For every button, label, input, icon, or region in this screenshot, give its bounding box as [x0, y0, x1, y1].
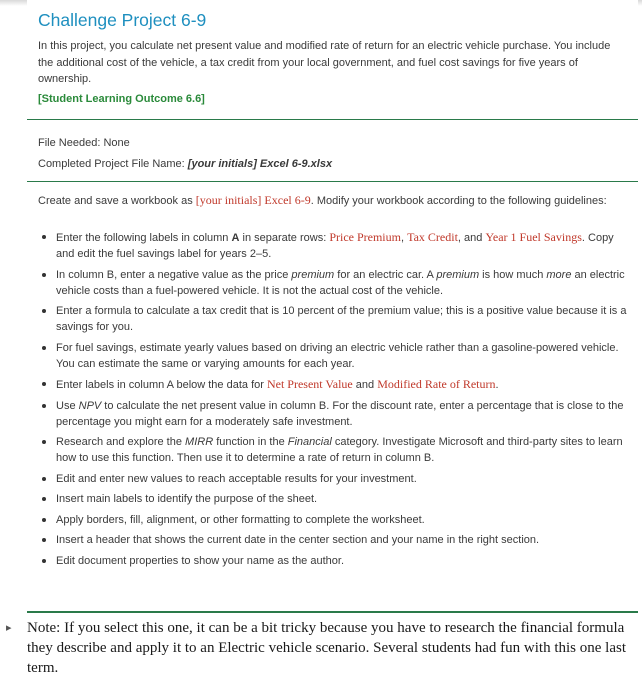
label-tax-credit: Tax Credit: [407, 230, 458, 244]
bullet-icon: [42, 404, 46, 408]
file-needed-value: None: [103, 137, 130, 149]
list-item: [38, 532, 628, 548]
text: Edit document properties to show your name as the author.: [56, 554, 344, 567]
arrow-bullet-icon: ▸: [6, 622, 12, 634]
bullet-icon: [42, 559, 46, 563]
label-modified-rate: Modified Rate of Return: [377, 377, 496, 391]
guidelines-list: [38, 229, 628, 573]
divider-middle: [27, 181, 638, 182]
divider-top: [27, 119, 638, 120]
text: Insert main labels to identify the purpose of the sheet.: [56, 493, 318, 505]
list-item: [38, 491, 628, 507]
project-card: [27, 0, 638, 612]
guidelines-intro: [38, 192, 618, 209]
create-suffix: . Modify your workbook according to the following guidelines:: [310, 195, 607, 207]
page-title: Challenge Project 6-9: [38, 10, 207, 30]
text: . Copy and edit the fuel savings label for years 2–5.: [56, 232, 614, 260]
text: Research and explore the: [56, 436, 186, 448]
divider-bottom: [27, 611, 638, 613]
text: Apply borders, fill, alignment, or other formatting to complete the worksheet.: [56, 513, 425, 526]
list-item: [38, 434, 628, 466]
learning-outcome: [Student Learning Outcome 6.6]: [38, 93, 205, 105]
list-item: [38, 340, 628, 372]
emphasis: premium: [436, 268, 480, 281]
bullet-icon: [42, 382, 46, 386]
text: Edit and enter new values to reach acceptable results for your investment.: [56, 472, 417, 485]
bullet-icon: [42, 440, 46, 444]
bullet-icon: [42, 309, 46, 313]
text: and: [352, 379, 378, 391]
text: function in the: [213, 436, 288, 448]
list-item: [38, 267, 628, 299]
bullet-icon: [42, 235, 46, 239]
completed-file-line: [38, 154, 332, 175]
text: Enter a formula to calculate a tax credit that is 10 percent of the premium value; this is a positive value because it is a savings for you.: [56, 305, 627, 333]
list-item: [38, 512, 628, 528]
file-needed-label: File Needed:: [38, 137, 101, 149]
note-text: Note: If you select this one, it can be a bit tricky because you have to research the financial formula they describe and apply it to an Electric vehicle scenario. Several students had fun with this one last term.: [27, 620, 626, 676]
bullet-icon: [42, 273, 46, 277]
create-prefix: Create and save a workbook as: [38, 195, 196, 207]
create-filename-rest: Excel 6-9: [261, 193, 311, 207]
file-needed-line: [38, 133, 332, 154]
text: Use: [56, 399, 79, 412]
text: to calculate the net present value in column B. For the discount rate, enter a percentage that is close to the percentage you might earn for a moderately safe investment.: [56, 399, 624, 428]
list-item: [38, 229, 628, 262]
files-section: [38, 133, 332, 175]
bullet-icon: [42, 346, 46, 350]
bullet-icon: [42, 497, 46, 501]
list-item: [38, 303, 628, 335]
text: category. Investigate Microsoft and third-party sites to learn how to use this function. Then use it to determine a rate of return in column B.: [56, 436, 623, 464]
emphasis: MIRR: [185, 436, 214, 448]
text: is how much: [479, 268, 547, 281]
label-price-premium: Price Premium: [329, 230, 401, 244]
intro-paragraph: In this project, you calculate net present value and modified rate of return for an electric vehicle purchase. You include the additional cost of the vehicle, a tax credit from your local government, and fuel cost savings for five years of ownership.: [38, 40, 611, 85]
list-item: [38, 376, 628, 393]
text: .: [495, 379, 499, 391]
emphasis: NPV: [78, 399, 102, 412]
bullet-icon: [42, 477, 46, 481]
text: Enter the following labels in column: [56, 232, 232, 244]
text: , and: [457, 232, 486, 244]
completed-file-value: [your initials] Excel 6-9.xlsx: [187, 158, 333, 170]
text: an electric vehicle costs than a fuel-powered vehicle. It is not the actual cost of the vehicle.: [56, 268, 625, 297]
list-item: [38, 553, 628, 569]
text: For fuel savings, estimate yearly values based on driving an electric vehicle rather than a gasoline-powered vehicle. You can estimate the same or varying amounts for each year.: [56, 341, 619, 370]
column-name: A: [231, 232, 240, 244]
create-filename-initials: [your initials]: [195, 193, 262, 207]
emphasis: Financial: [287, 436, 332, 448]
text: for an electric car. A: [334, 268, 437, 281]
text: In column B, enter a negative value as the price: [56, 268, 292, 281]
text: Enter labels in column A below the data for: [56, 379, 267, 391]
emphasis: premium: [291, 268, 335, 281]
list-item: [38, 398, 628, 430]
bullet-icon: [42, 518, 46, 522]
emphasis: more: [546, 268, 572, 281]
list-item: [38, 471, 628, 487]
label-fuel-savings: Year 1 Fuel Savings: [485, 230, 582, 244]
text: in separate rows:: [239, 232, 330, 244]
label-net-present-value: Net Present Value: [266, 377, 353, 391]
text: ,: [400, 232, 408, 244]
completed-file-label: Completed Project File Name:: [38, 158, 185, 170]
bullet-icon: [42, 538, 46, 542]
text: Insert a header that shows the current date in the center section and your name in the right section.: [56, 534, 540, 546]
